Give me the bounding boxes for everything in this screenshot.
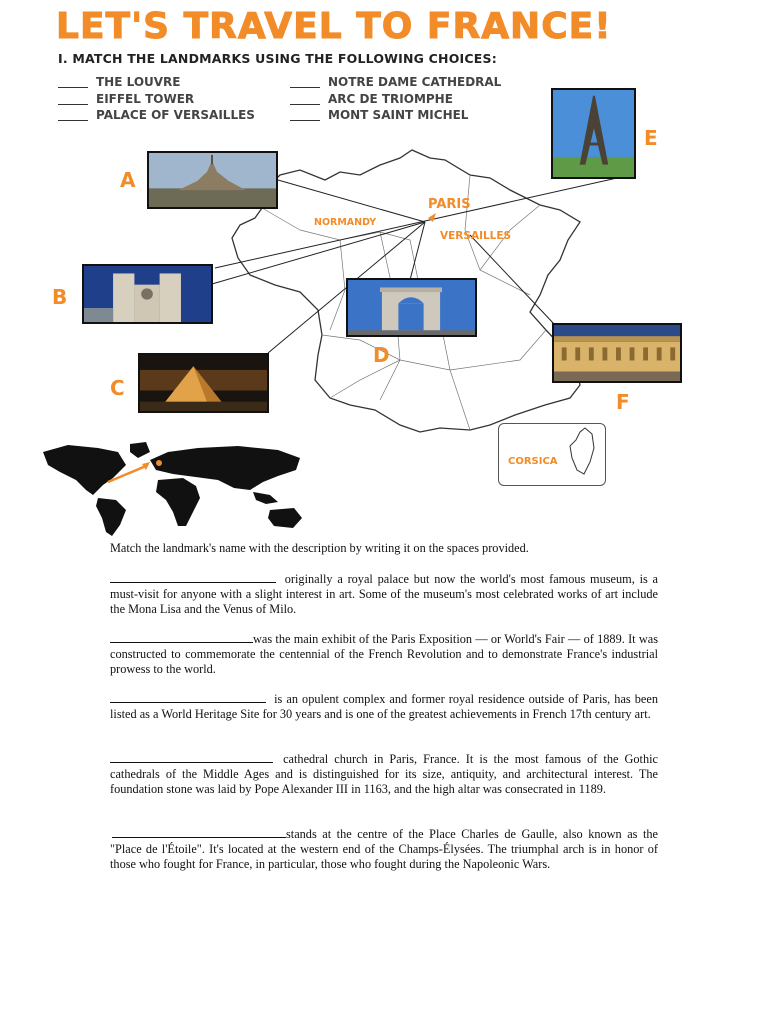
description-text: cathedral church in Paris, France. It is the most famous of the Gothic cathedrals of the Middle Ages and is distinguished for its size, antiquity, and architectural interest. The foundation stone was laid by Pope Alexander III in 1163, and the high altar was consecrated in 1189. (110, 752, 658, 796)
choice-label: THE LOUVRE (96, 75, 181, 89)
normandy-label: NORMANDY (314, 217, 377, 228)
greenland-shape (130, 442, 150, 458)
letter-c: C (110, 376, 125, 400)
africa-shape (156, 478, 200, 526)
photo-mont-saint-michel (147, 151, 278, 209)
choice-label: PALACE OF VERSAILLES (96, 108, 255, 122)
description-text: originally a royal palace but now the world's most famous museum, is a must-visit for anyone with a slight interest in art. Some of the museum's most celebrated works of art include the Mona Lisa and the Venus of Milo. (110, 572, 658, 616)
instructions: Match the landmark's name with the description by writing it on the spaces provided. (110, 541, 529, 555)
worksheet-title: LET'S TRAVEL TO FRANCE! (56, 6, 612, 47)
answer-line[interactable] (112, 826, 286, 838)
letter-d: D (373, 343, 390, 367)
versailles-label: VERSAILLES (440, 230, 512, 242)
letter-a: A (120, 168, 136, 192)
north-america-shape (43, 445, 126, 495)
corsica-inset (498, 423, 606, 486)
choice-label: ARC DE TRIOMPHE (328, 92, 453, 106)
answer-line[interactable] (110, 691, 266, 703)
photo-louvre (138, 353, 269, 413)
description-4 (110, 751, 658, 797)
photo-eiffel-tower (551, 88, 636, 179)
photo-palace-of-versailles (552, 323, 682, 383)
answer-line[interactable] (110, 571, 276, 583)
description-text: stands at the centre of the Place Charles de Gaulle, also known as the "Place de l'Étoile". It's located at the western end of the Champs-Élysées. The triumphal arch is in honor of those who fought for France, in particular, those who fought during the Napoleonic Wars. (110, 827, 658, 871)
paris-label: PARIS (428, 197, 471, 212)
corsica-label: CORSICA (508, 456, 558, 467)
letter-f: F (616, 390, 630, 414)
choice-label: MONT SAINT MICHEL (328, 108, 469, 122)
letter-e: E (644, 126, 658, 150)
description-2 (110, 631, 658, 677)
answer-line[interactable] (110, 751, 273, 763)
section-heading: I. MATCH THE LANDMARKS USING THE FOLLOWING CHOICES: (58, 51, 497, 66)
choice-label: EIFFEL TOWER (96, 92, 195, 106)
photo-arc-de-triomphe (346, 278, 477, 337)
south-america-shape (96, 498, 126, 536)
choice-label: NOTRE DAME CATHEDRAL (328, 75, 502, 89)
france-marker (156, 460, 162, 466)
description-text: is an opulent complex and former royal residence outside of Paris, has been listed as a World Heritage Site for 30 years and is one of the greatest achievements in French 17th century art. (110, 692, 658, 721)
southeast-asia-shape (253, 492, 278, 504)
letter-b: B (52, 285, 68, 309)
australia-shape (268, 508, 302, 528)
description-5 (110, 826, 658, 872)
answer-line[interactable] (110, 631, 253, 643)
description-3 (110, 691, 658, 722)
world-map (38, 440, 323, 540)
description-1 (110, 571, 658, 617)
photo-notre-dame (82, 264, 213, 324)
description-text: was the main exhibit of the Paris Exposition — or World's Fair — of 1889. It was constructed to commemorate the centennial of the French Revolution and to demonstrate France's industrial prowess to the world. (110, 632, 658, 676)
